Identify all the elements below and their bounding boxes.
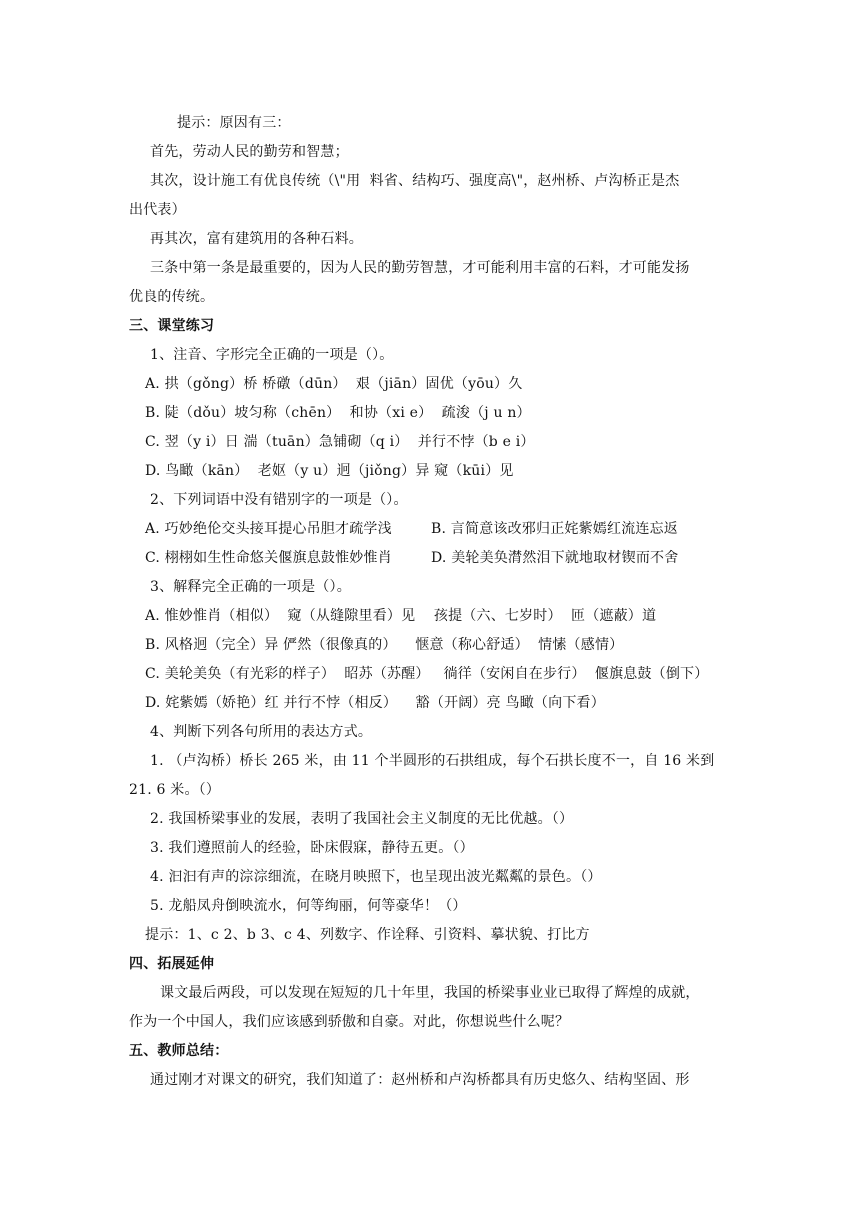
question-1-option-c: C. 翌（y i）日 湍（tuān）急铺砌（q i） 并行不悖（b e i） [145,434,535,450]
reason-first: 首先，劳动人民的勤劳和智慧； [150,144,349,160]
question-4-item-4: 4. 汩汩有声的淙淙细流，在晓月映照下，也呈现出波光粼粼的景色。（） [150,869,602,885]
question-3-option-c: C. 美轮美奂（有光彩的样子） 昭苏（苏醒） 徜徉（安闲自在步行） 偃旗息鼓（倒下） [145,666,709,682]
question-2-stem: 2、下列词语中没有错别字的一项是（）。 [150,492,408,508]
question-2-option-a: A. 巧妙绝伦交头接耳提心吊胆才疏学浅 [145,521,392,537]
answer-hint: 提示：1、c 2、b 3、c 4、列数字、作诠释、引资料、摹状貌、打比方 [145,927,590,943]
question-4-item-2: 2. 我国桥梁事业的发展，表明了我国社会主义制度的无比优越。（） [150,811,574,827]
question-4-item-3: 3. 我们遵照前人的经验，卧床假寐，静待五更。（） [150,840,474,856]
reason-second-line2: 出代表） [129,202,186,218]
question-1-option-b: B. 陡（dǒu）坡匀称（chēn） 和协（xi e） 疏浚（j u n） [145,405,531,421]
extension-paragraph-line2: 作为一个中国人，我们应该感到骄傲和自豪。对此，你想说些什么呢？ [129,1014,570,1030]
conclusion-line2: 优良的传统。 [129,289,215,305]
question-4-stem: 4、判断下列各句所用的表达方式。 [150,724,373,740]
extension-paragraph-line1: 课文最后两段，可以发现在短短的几十年里，我国的桥梁事业业已取得了辉煌的成就， [160,985,700,1001]
question-3-option-d: D. 姹紫嫣（娇艳）红 并行不悖（相反） 豁（开阔）亮 鸟瞰（向下看） [145,695,605,711]
question-4-item-5: 5. 龙船凤舟倒映流水，何等绚丽，何等豪华！（） [150,898,467,914]
question-2-option-b: B. 言简意该改邪归正姹紫嫣红流连忘返 [431,521,678,537]
question-3-stem: 3、解释完全正确的一项是（）。 [150,579,351,595]
question-1-option-d: D. 鸟瞰（kān） 老妪（y u）迥（jiǒng）异 窥（kūi）见 [145,463,514,479]
conclusion-line1: 三条中第一条是最重要的，因为人民的勤劳智慧，才可能利用丰富的石料，才可能发扬 [150,260,690,276]
hint-intro: 提示：原因有三： [177,115,291,131]
question-4-item-1-line1: 1. （卢沟桥）桥长 265 米，由 11 个半圆形的石拱组成，每个石拱长度不一，自 16 米到 [150,753,715,769]
question-1-stem: 1、注音、字形完全正确的一项是（）。 [150,347,394,363]
question-1-option-a: A. 拱（gǒng）桥 桥礅（dūn） 艰（jiān）固优（yōu）久 [145,376,523,392]
reason-third: 再其次，富有建筑用的各种石料。 [150,231,363,247]
question-3-option-b: B. 风格迥（完全）异 俨然（很像真的） 惬意（称心舒适） 情愫（感情） [145,637,624,653]
section-4-heading: 四、拓展延伸 [129,956,215,972]
summary-line1: 通过刚才对课文的研究，我们知道了：赵州桥和卢沟桥都具有历史悠久、结构坚固、形 [150,1072,690,1088]
question-2-option-d: D. 美轮美奂潸然泪下就地取材锲而不舍 [431,550,679,566]
reason-second-line1: 其次，设计施工有优良传统（\"用 料省、结构巧、强度高\"，赵州桥、卢沟桥正是杰 [150,173,680,189]
section-3-heading: 三、课堂练习 [129,318,215,334]
question-2-option-c: C. 栩栩如生性命悠关偃旗息鼓惟妙惟肖 [145,550,392,566]
question-4-item-1-line2: 21. 6 米。（） [129,782,221,798]
question-3-option-a: A. 惟妙惟肖（相似） 窥（从缝隙里看）见 孩提（六、七岁时） 匝（遮蔽）道 [145,608,657,624]
section-5-heading: 五、教师总结： [129,1043,229,1059]
